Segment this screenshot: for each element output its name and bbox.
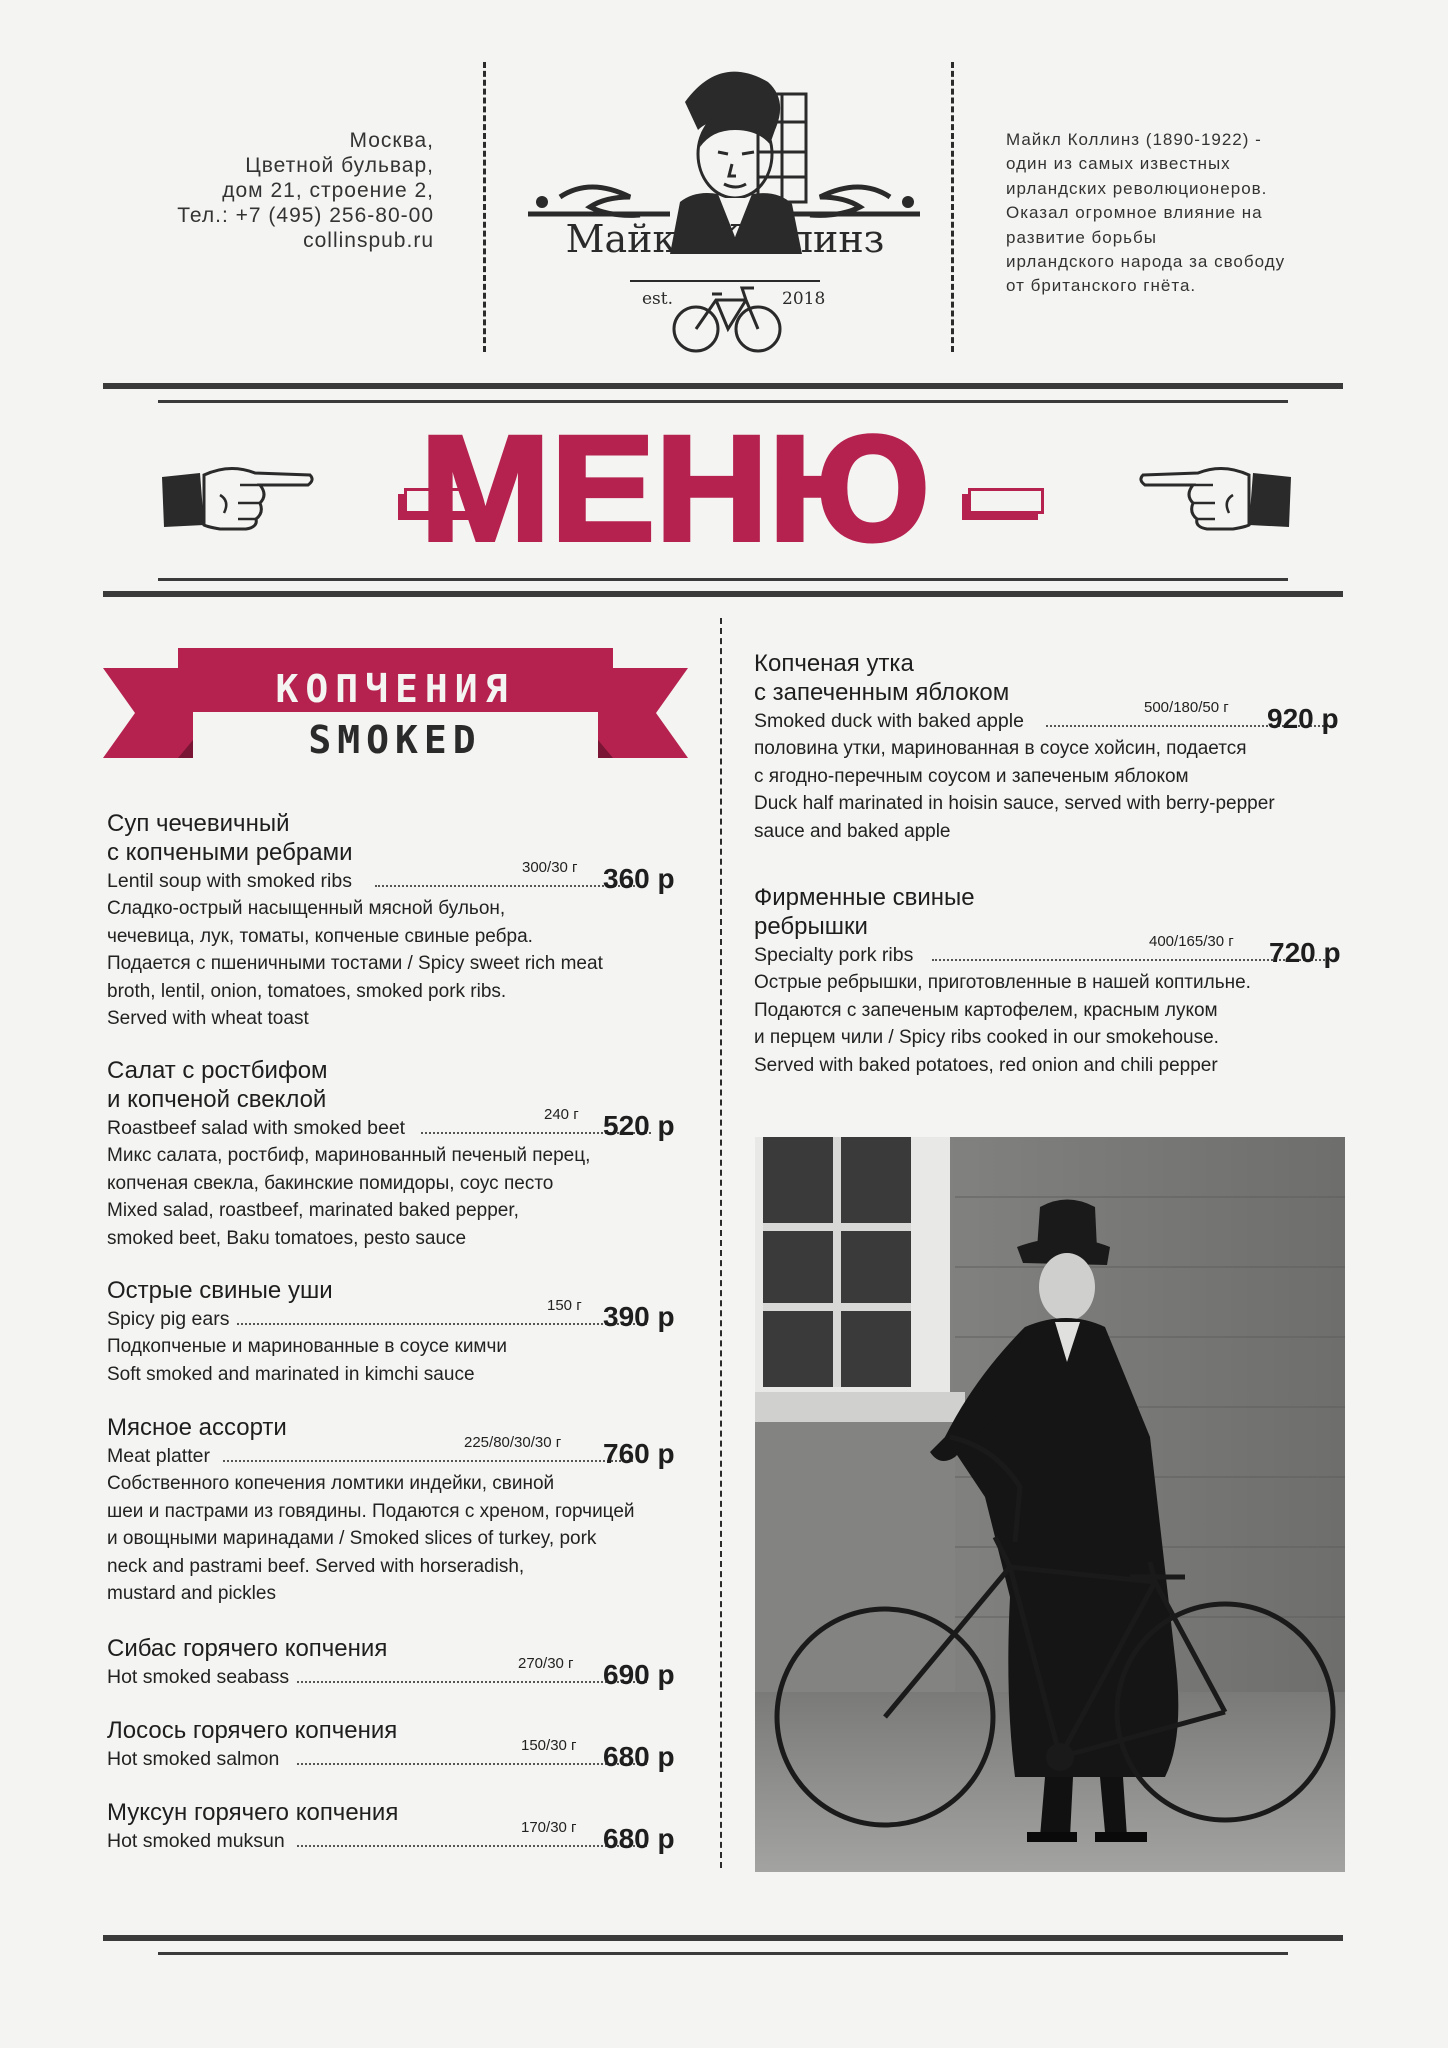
item-description: Сладко-острый насыщенный мясной бульон, — [107, 898, 506, 919]
item-name-en: Hot smoked muksun — [107, 1830, 285, 1852]
item-name-en: Spicy pig ears — [107, 1308, 230, 1330]
title-dash-right — [968, 488, 1044, 514]
item-description: Собственного копечения ломтики индейки, свиной — [107, 1473, 555, 1494]
logo-portrait-icon — [520, 52, 930, 362]
pointing-hand-right-icon — [160, 455, 315, 545]
item-name-ru: Мясное ассорти — [107, 1414, 287, 1441]
item-weight: 150/30 г — [521, 1737, 577, 1754]
item-description: шеи и пастрами из говядины. Подаются с хреном, горчицей — [107, 1500, 635, 1522]
address-line: Цветной бульвар, — [245, 154, 434, 177]
item-name-ru: Салат с ростбифом — [107, 1057, 328, 1084]
logo-bicycle-icon — [674, 288, 780, 351]
phone-number: Тел.: +7 (495) 256-80-00 — [177, 204, 434, 227]
logo-year: 2018 — [782, 289, 826, 309]
bio-line: ирландского народа за свободу — [1006, 252, 1286, 272]
svg-text:МЕНЮ: МЕНЮ — [420, 418, 930, 558]
menu-title — [395, 418, 955, 558]
item-name-ru: Лосось горячего копчения — [107, 1717, 398, 1744]
item-name-ru: Фирменные свиные — [754, 884, 975, 911]
item-description: Served with baked potatoes, red onion and chili pepper — [754, 1054, 1218, 1076]
item-name-en: Lentil soup with smoked ribs — [107, 870, 352, 892]
title-rule-top — [103, 383, 1343, 389]
item-name-en: Specialty pork ribs — [754, 944, 914, 966]
dot-leader — [237, 1323, 647, 1325]
bio-line: Майкл Коллинз (1890-1922) - — [1006, 130, 1262, 149]
item-name-ru: и копченой свеклой — [107, 1086, 327, 1113]
menu-item-seabass — [107, 1634, 687, 1691]
bio-line: ирландских революционеров. — [1006, 178, 1268, 198]
item-weight: 400/165/30 г — [1149, 933, 1234, 950]
item-description: Подается с пшеничными тостами / Spicy sweet rich meat — [107, 953, 603, 974]
address-line: дом 21, строение 2, — [222, 179, 434, 202]
title-rule-bottom — [103, 591, 1343, 597]
dot-leader — [223, 1460, 633, 1462]
column-divider — [720, 618, 722, 1868]
dot-leader — [297, 1763, 647, 1765]
item-price: 690 р — [603, 1659, 675, 1690]
collins-bicycle-photo — [755, 1137, 1345, 1872]
menu-item-salmon — [107, 1716, 687, 1773]
item-description: broth, lentil, onion, tomatoes, smoked pork ribs. — [107, 980, 507, 1002]
item-price: 920 р — [1267, 703, 1339, 734]
section-title-en: SMOKED — [308, 718, 482, 762]
menu-item-lentil-soup — [107, 809, 687, 1033]
dot-leader — [297, 1681, 647, 1683]
logo-est-label: est. — [642, 289, 674, 309]
bio-line: Оказал огромное влияние на — [1006, 203, 1263, 223]
header-divider-left — [483, 62, 486, 352]
menu-item-muksun — [107, 1798, 687, 1855]
item-description: Soft smoked and marinated in kimchi sauce — [107, 1363, 475, 1385]
bio-line: развитие борьбы — [1006, 227, 1157, 247]
item-weight: 150 г — [547, 1297, 582, 1314]
section-title-ru: КОПЧЕНИЯ — [275, 667, 515, 711]
item-price: 680 р — [603, 1823, 675, 1854]
item-description: и перцем чили / Spicy ribs cooked in our smokehouse. — [754, 1027, 1219, 1048]
menu-item-roastbeef-salad — [107, 1056, 687, 1252]
item-name-ru: Суп чечевичный — [107, 810, 290, 837]
bio-line: от британского гнёта. — [1006, 276, 1197, 296]
item-description: Mixed salad, roastbeef, marinated baked pepper, — [107, 1200, 519, 1221]
item-price: 390 р — [603, 1301, 675, 1332]
item-price: 360 р — [603, 863, 675, 894]
item-description: smoked beet, Baku tomatoes, pesto sauce — [107, 1227, 467, 1249]
item-name-ru: Острые свиные уши — [107, 1277, 333, 1304]
menu-item-pig-ears — [107, 1276, 687, 1388]
pointing-hand-left-icon — [1138, 455, 1293, 545]
item-name-en: Roastbeef salad with smoked beet — [107, 1117, 406, 1139]
item-description: чечевица, лук, томаты, копченые свиные ребра. — [107, 925, 533, 947]
item-description: neck and pastrami beef. Served with horseradish, — [107, 1555, 525, 1577]
item-description: Острые ребрышки, приготовленные в нашей коптильне. — [754, 972, 1251, 993]
michael-collins-bio — [1006, 128, 1326, 299]
item-description: Duck half marinated in hoisin sauce, served with berry-pepper — [754, 793, 1275, 814]
item-weight: 300/30 г — [522, 859, 578, 876]
item-name-en: Hot smoked seabass — [107, 1666, 290, 1688]
item-description: sauce and baked apple — [754, 820, 951, 842]
item-name-en: Meat platter — [107, 1445, 210, 1467]
footer-rule-top — [103, 1935, 1343, 1941]
item-name-ru: Сибас горячего копчения — [107, 1635, 388, 1662]
item-price: 520 р — [603, 1110, 675, 1141]
item-weight: 225/80/30/30 г — [464, 1434, 562, 1451]
item-price: 720 р — [1269, 937, 1341, 968]
item-price: 760 р — [603, 1438, 675, 1469]
item-name-en: Smoked duck with baked apple — [754, 710, 1024, 732]
item-name-ru: ребрышки — [754, 913, 868, 940]
item-price: 680 р — [603, 1741, 675, 1772]
item-weight: 240 г — [544, 1106, 579, 1123]
menu-item-meat-platter — [107, 1413, 687, 1608]
section-ribbon — [103, 648, 688, 768]
item-description: Подаются с запеченым картофелем, красным луком — [754, 999, 1218, 1021]
item-description: с ягодно-перечным соусом и запеченым яблоком — [754, 765, 1189, 787]
header-divider-right — [951, 62, 954, 352]
menu-item-smoked-duck — [754, 649, 1354, 845]
item-description: половина утки, маринованная в соусе хойсин, подается — [754, 738, 1247, 759]
item-description: копченая свекла, бакинские помидоры, соус песто — [107, 1172, 554, 1194]
item-name-ru: Муксун горячего копчения — [107, 1799, 399, 1826]
title-rule-top-thin — [158, 400, 1288, 403]
dot-leader — [297, 1845, 647, 1847]
item-name-ru: Копченая утка — [754, 650, 914, 677]
item-weight: 170/30 г — [521, 1819, 577, 1836]
title-rule-bottom-thin — [158, 578, 1288, 581]
item-description: mustard and pickles — [107, 1583, 276, 1604]
website-link[interactable]: collinspub.ru — [303, 229, 434, 252]
item-name-ru: с запеченным яблоком — [754, 679, 1010, 706]
dot-leader — [375, 885, 635, 887]
item-weight: 500/180/50 г — [1144, 699, 1229, 716]
restaurant-address — [94, 128, 434, 253]
logo-name: Майкл Коллинз — [565, 217, 885, 261]
menu-item-pork-ribs — [754, 883, 1354, 1079]
bio-line: один из самых известных — [1006, 154, 1231, 174]
item-weight: 270/30 г — [518, 1655, 574, 1672]
item-description: и овощными маринадами / Smoked slices of turkey, pork — [107, 1528, 597, 1549]
item-description: Подкопченые и маринованные в соусе кимчи — [107, 1336, 508, 1357]
footer-rule-bottom — [158, 1952, 1288, 1955]
item-description: Served with wheat toast — [107, 1008, 309, 1029]
item-name-ru: с копчеными ребрами — [107, 839, 353, 866]
item-description: Микс салата, ростбиф, маринованный печеный перец, — [107, 1145, 591, 1166]
address-line: Москва, — [349, 129, 434, 152]
item-name-en: Hot smoked salmon — [107, 1748, 280, 1770]
